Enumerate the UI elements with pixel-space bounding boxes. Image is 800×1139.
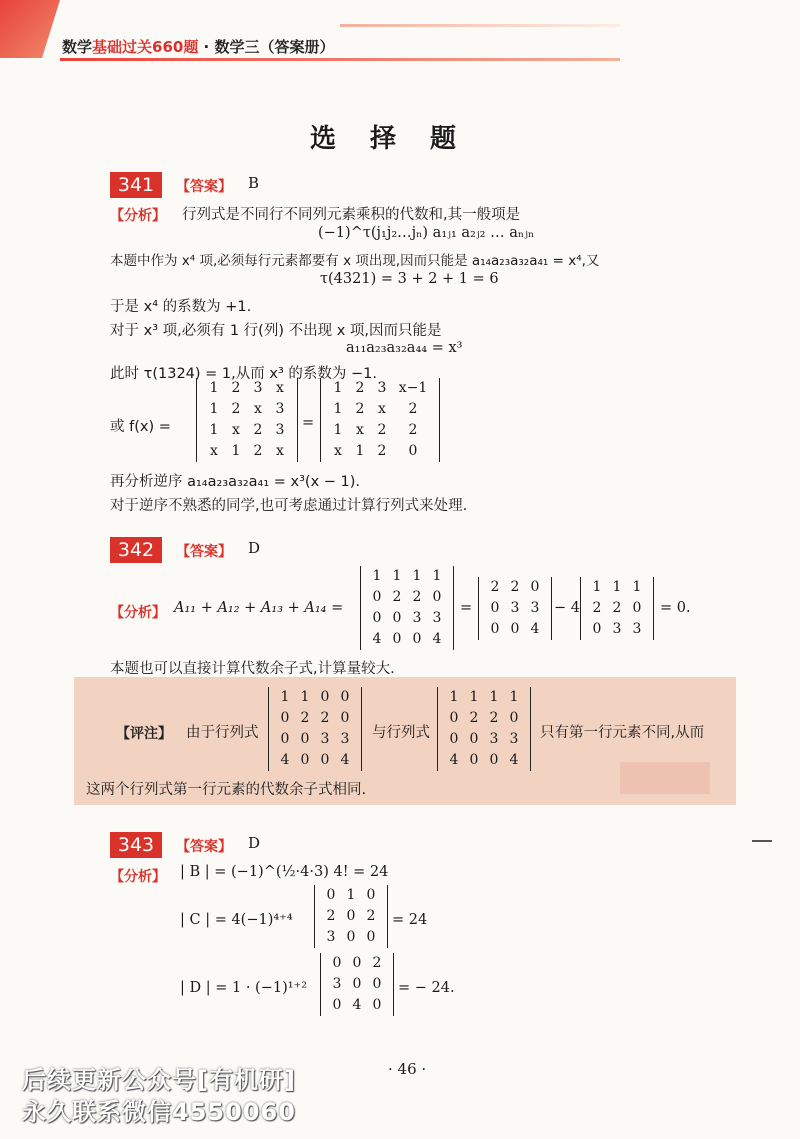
determinant-matrix: 0 1 0 2 0 2 3 0 0 bbox=[314, 885, 388, 948]
page-number: · 46 · bbox=[388, 1060, 427, 1078]
watermark-line-2: 永久联系微信4550060 bbox=[22, 1098, 296, 1126]
text-line: 由于行列式 bbox=[186, 725, 259, 741]
analysis-tag: 【分析】 bbox=[110, 208, 166, 224]
text-line: 再分析逆序 a₁₄a₂₃a₃₂a₄₁ = x³(x − 1). bbox=[110, 474, 361, 490]
formula-line: τ(4321) = 3 + 2 + 1 = 6 bbox=[320, 271, 499, 287]
section-title: 选择题 bbox=[309, 124, 490, 154]
header-ribbon bbox=[0, 0, 60, 58]
answer-value: D bbox=[248, 834, 261, 852]
text-line: 此时 τ(1324) = 1,从而 x³ 的系数为 −1. bbox=[110, 366, 377, 382]
determinant-matrix: 2 2 0 0 3 3 0 0 4 bbox=[478, 577, 552, 640]
determinant-matrix: 1 1 1 2 2 0 0 3 3 bbox=[580, 577, 654, 640]
formula-line: a₁₁a₂₃a₃₂a₄₄ = x³ bbox=[346, 340, 463, 356]
formula-line: | D | = 1 · (−1)¹⁺² bbox=[180, 980, 308, 996]
formula-tail: = 0. bbox=[660, 600, 691, 616]
formula-tail: = 24 bbox=[392, 912, 428, 928]
formula-line: | B | = (−1)^(½·4·3) 4! = 24 bbox=[180, 864, 389, 880]
pen-mark bbox=[752, 840, 772, 842]
answer-tag: 【答案】 bbox=[176, 839, 232, 855]
text-line: 对于 x³ 项,必须有 1 行(列) 不出现 x 项,因而只能是 bbox=[110, 323, 442, 339]
formula-line: (−1)^τ(j₁j₂…jₙ) a₁ⱼ₁ a₂ⱼ₂ … aₙⱼₙ bbox=[318, 225, 535, 241]
formula-line: | C | = 4(−1)⁴⁺⁴ bbox=[180, 912, 293, 928]
text-line: 行列式是不同行不同列元素乘积的代数和,其一般项是 bbox=[182, 207, 521, 223]
analysis-tag: 【分析】 bbox=[110, 605, 166, 621]
question-number-badge: 343 bbox=[110, 832, 162, 858]
text-line: 或 f(x) = bbox=[110, 419, 171, 435]
determinant-matrix: 1 2 3 x 1 2 x 3 1 x 2 3 x 1 2 x bbox=[196, 378, 298, 462]
determinant-matrix: 1 1 1 1 0 2 2 0 0 0 3 3 4 0 0 4 bbox=[437, 687, 531, 771]
determinant-matrix: 1 2 3 x−1 1 2 x 2 1 x 2 2 x 1 2 0 bbox=[320, 378, 440, 462]
comment-tag: 【评注】 bbox=[116, 726, 172, 742]
formula-line: A₁₁ + A₁₂ + A₁₃ + A₁₄ = bbox=[174, 600, 344, 616]
book-title: 数学基础过关660题 · 数学三（答案册） bbox=[62, 38, 335, 56]
analysis-tag: 【分析】 bbox=[110, 869, 166, 885]
determinant-matrix: 0 0 2 3 0 0 0 4 0 bbox=[320, 953, 394, 1016]
question-number-badge: 342 bbox=[110, 537, 162, 563]
answer-value: D bbox=[248, 539, 261, 557]
text-line: 对于逆序不熟悉的同学,也可考虑通过计算行列式来处理. bbox=[110, 498, 468, 514]
stamp-mark bbox=[620, 762, 710, 794]
determinant-matrix: 1 1 0 0 0 2 2 0 0 0 3 3 4 0 0 4 bbox=[268, 687, 362, 771]
equals-sign: = bbox=[460, 600, 473, 616]
text-line: 与行列式 bbox=[372, 725, 430, 741]
question-number-badge: 341 bbox=[110, 172, 162, 198]
text-line: 本题中作为 x⁴ 项,必须每行元素都要有 x 项出现,因而只能是 a₁₄a₂₃a₃₂a₄₁ = x⁴,又 bbox=[110, 253, 600, 269]
minus-coefficient: − 4 bbox=[554, 600, 580, 616]
text-line: 只有第一行元素不同,从而 bbox=[540, 725, 705, 741]
text-line: 这两个行列式第一行元素的代数余子式相同. bbox=[86, 782, 367, 798]
answer-tag: 【答案】 bbox=[176, 544, 232, 560]
watermark-line-1: 后续更新公众号[有机研] bbox=[22, 1066, 296, 1094]
equals-sign: = bbox=[302, 415, 315, 431]
text-line: 于是 x⁴ 的系数为 +1. bbox=[110, 299, 252, 315]
answer-value: B bbox=[248, 174, 260, 192]
answer-tag: 【答案】 bbox=[176, 179, 232, 195]
header-decor-line bbox=[340, 24, 620, 27]
determinant-matrix: 1 1 1 1 0 2 2 0 0 0 3 3 4 0 0 4 bbox=[360, 566, 454, 650]
text-line: 本题也可以直接计算代数余子式,计算量较大. bbox=[110, 661, 395, 677]
header-underline bbox=[60, 58, 620, 61]
formula-tail: = − 24. bbox=[398, 980, 455, 996]
